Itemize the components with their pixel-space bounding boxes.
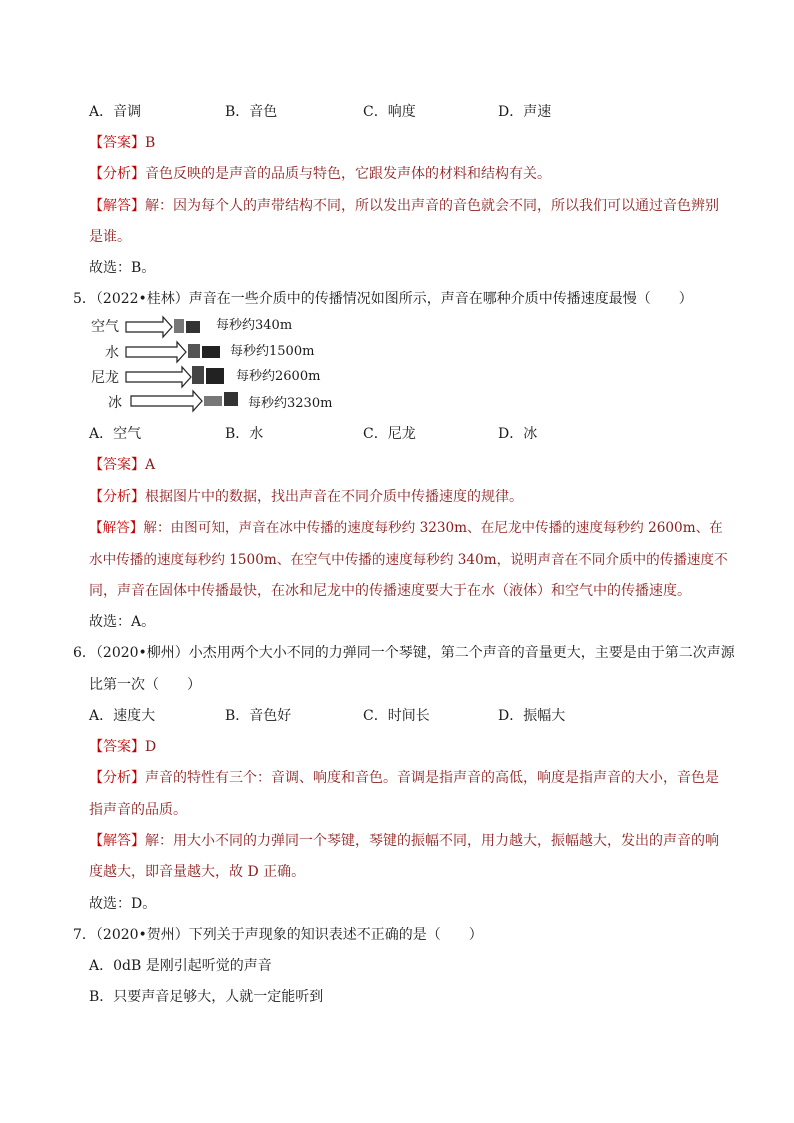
q6-solution-line-1 (89, 831, 719, 851)
q6-option-a: A．速度大 (89, 708, 156, 724)
q5-analysis-line (89, 487, 523, 507)
listener-nylon (206, 368, 224, 384)
q4-option-a: A．音调 (89, 104, 142, 120)
q4-answer: B (145, 135, 156, 151)
q7-option-b: B．只要声音足够大，人就一定能听到 (89, 989, 324, 1005)
q5-solution-line-1 (89, 518, 723, 538)
q5-option-c: C．尼龙 (363, 426, 416, 442)
q5-answer: A (145, 457, 156, 473)
q5-option-a: A．空气 (89, 426, 142, 442)
medium-water: 水 (105, 345, 119, 361)
q6-option-d: D．振幅大 (498, 708, 566, 724)
q6-analysis-line-2: 指声音的品质。 (89, 802, 187, 818)
analysis-tag: 【分析】 (89, 166, 145, 182)
q6-analysis-line-1 (89, 768, 719, 788)
sound-source-nylon (192, 366, 204, 384)
q5-choice: 故选：A。 (89, 614, 156, 630)
q4-choice: 故选：B。 (89, 260, 156, 276)
solution-tag: 【解答】 (89, 520, 144, 536)
q6-stem-line-2: 比第一次（ ） (89, 677, 201, 693)
q6-option-b: B．音色好 (225, 708, 292, 724)
q5-stem: 5．（2022•桂林）声音在一些介质中的传播情况如图所示，声音在哪种介质中传播速度最慢（ ） (73, 291, 693, 307)
speed-water: 每秒约1500m (230, 344, 315, 359)
listener-water (202, 346, 220, 358)
speed-ice: 每秒约3230m (248, 396, 333, 411)
q6-analysis-1: 声音的特性有三个：音调、响度和音色。音调是指声音的高低，响度是指声音的大小，音色是 (145, 770, 719, 786)
q5-analysis: 根据图片中的数据，找出声音在不同介质中传播速度的规律。 (145, 489, 523, 505)
sound-source-ice (204, 396, 222, 406)
answer-tag: 【答案】 (89, 739, 145, 755)
analysis-tag: 【分析】 (89, 489, 145, 505)
q5-solution-line-2: 水中传播的速度每秒约 1500m、在空气中传播的速度每秒约 340m，说明声音在不同介质中的传播速度不 (89, 552, 728, 568)
analysis-tag: 【分析】 (89, 770, 145, 786)
q4-option-c: C．响度 (363, 104, 416, 120)
q6-option-c: C．时间长 (363, 708, 430, 724)
speed-air: 每秒约340m (216, 318, 293, 333)
q4-option-b: B．音色 (225, 104, 278, 120)
sound-source-water (188, 344, 200, 358)
listener-air (186, 321, 200, 333)
solution-tag: 【解答】 (89, 198, 145, 214)
q4-solution-1: 解：因为每个人的声带结构不同，所以发出声音的音色就会不同，所以我们可以通过音色辨别 (145, 198, 719, 214)
q6-choice: 故选：D。 (89, 896, 157, 912)
q4-option-d: D．声速 (498, 104, 552, 120)
q6-solution-line-2: 度越大，即音量越大，故 D 正确。 (89, 864, 306, 880)
medium-nylon: 尼龙 (91, 370, 119, 386)
q5-option-d: D．冰 (498, 426, 538, 442)
answer-tag: 【答案】 (89, 457, 145, 473)
q5-option-b: B．水 (225, 426, 264, 442)
medium-ice: 冰 (108, 395, 122, 411)
answer-tag: 【答案】 (89, 135, 145, 151)
q5-arrows (0, 0, 794, 420)
q6-stem-line-1: 6．（2020•柳州）小杰用两个大小不同的力弹同一个琴键，第二个声音的音量更大，主要是由于第二次声源 (73, 645, 735, 661)
q6-answer: D (145, 739, 157, 755)
q4-solution-line-2: 是谁。 (89, 229, 131, 245)
sound-source-air (174, 319, 184, 333)
speed-nylon: 每秒约2600m (236, 369, 321, 384)
arrow-air (126, 317, 200, 337)
arrow-nylon (126, 366, 224, 387)
q5-solution-line-3: 同，声音在固体中传播最快，在冰和尼龙中的传播速度要大于在水（液体）和空气中的传播速度。 (89, 583, 691, 599)
q7-option-a: A．0dB 是刚引起听觉的声音 (89, 958, 272, 974)
q5-answer-line (89, 455, 155, 475)
q5-solution-1: 解：由图可知，声音在冰中传播的速度每秒约 3230m、在尼龙中传播的速度每秒约 2600m、在 (143, 520, 723, 536)
q7-stem: 7．（2020•贺州）下列关于声现象的知识表述不正确的是（ ） (73, 927, 483, 943)
arrow-water (126, 342, 220, 362)
solution-tag: 【解答】 (89, 833, 145, 849)
listener-ice (224, 392, 238, 406)
q6-solution-1: 解：用大小不同的力弹同一个琴键，琴键的振幅不同，用力越大，振幅越大，发出的声音的响 (145, 833, 719, 849)
q4-analysis: 音色反映的是声音的品质与特色，它跟发声体的材料和结构有关。 (145, 166, 551, 182)
q6-answer-line (89, 737, 156, 757)
arrow-ice (131, 391, 238, 411)
medium-air: 空气 (91, 319, 119, 335)
